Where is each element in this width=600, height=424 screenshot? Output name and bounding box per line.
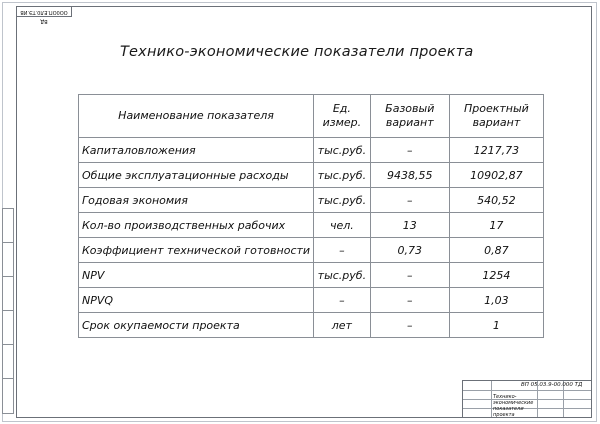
page-title: Технико-экономические показатели проекта (120, 44, 474, 60)
binding-cell (3, 277, 13, 311)
row-name: Коэффициент технической готовности (79, 238, 314, 263)
title-block (462, 380, 592, 418)
row-name: Годовая экономия (79, 188, 314, 213)
table-row (79, 188, 544, 213)
row-base: 13 (370, 213, 449, 238)
row-unit: – (314, 288, 371, 313)
row-project: 1 (449, 313, 543, 338)
row-name: Срок окупаемости проекта (79, 313, 314, 338)
row-unit: тыс.руб. (314, 138, 371, 163)
row-name: Кол-во производственных рабочих (79, 213, 314, 238)
row-project: 1,03 (449, 288, 543, 313)
header-base: Базовый вариант (370, 95, 449, 138)
row-unit: лет (314, 313, 371, 338)
binding-cell (3, 243, 13, 277)
row-base: 9438,55 (370, 163, 449, 188)
row-base: – (370, 188, 449, 213)
left-binding-strip (2, 208, 14, 414)
indicators-table (78, 94, 544, 338)
header-project: Проектный вариант (449, 95, 543, 138)
header-indicator: Наименование показателя (79, 95, 314, 138)
table-row (79, 138, 544, 163)
row-unit: тыс.руб. (314, 188, 371, 213)
row-project: 0,87 (449, 238, 543, 263)
row-name: Общие эксплуатационные расходы (79, 163, 314, 188)
table-row (79, 263, 544, 288)
row-project: 10902,87 (449, 163, 543, 188)
row-project: 1254 (449, 263, 543, 288)
row-name: NPV (79, 263, 314, 288)
title-block-code: ВП 05.03.9-00.000 ТД (521, 382, 583, 388)
row-base: – (370, 138, 449, 163)
row-project: 1217,73 (449, 138, 543, 163)
table-row (79, 213, 544, 238)
title-block-line (463, 390, 591, 391)
row-base: – (370, 263, 449, 288)
table-row (79, 288, 544, 313)
row-unit: – (314, 238, 371, 263)
table-row (79, 163, 544, 188)
binding-cell (3, 311, 13, 345)
row-name: Капиталовложения (79, 138, 314, 163)
table-row (79, 313, 544, 338)
table-row (79, 238, 544, 263)
row-unit: чел. (314, 213, 371, 238)
top-stamp (17, 7, 72, 24)
row-base: – (370, 313, 449, 338)
table-header-row (79, 95, 544, 138)
header-unit: Ед. измер. (314, 95, 371, 138)
row-base: 0,73 (370, 238, 449, 263)
binding-cell (3, 209, 13, 243)
row-base: – (370, 288, 449, 313)
title-block-line (491, 381, 492, 417)
row-name: NPVQ (79, 288, 314, 313)
title-block-name: Технико-экономические показатели проекта (493, 394, 534, 418)
binding-cell (3, 345, 13, 379)
top-stamp-code: ВД ОО0ОП.ЕЛ0.ТЭ.ИВ (20, 9, 68, 24)
row-project: 17 (449, 213, 543, 238)
row-project: 540,52 (449, 188, 543, 213)
row-unit: тыс.руб. (314, 163, 371, 188)
row-unit: тыс.руб. (314, 263, 371, 288)
